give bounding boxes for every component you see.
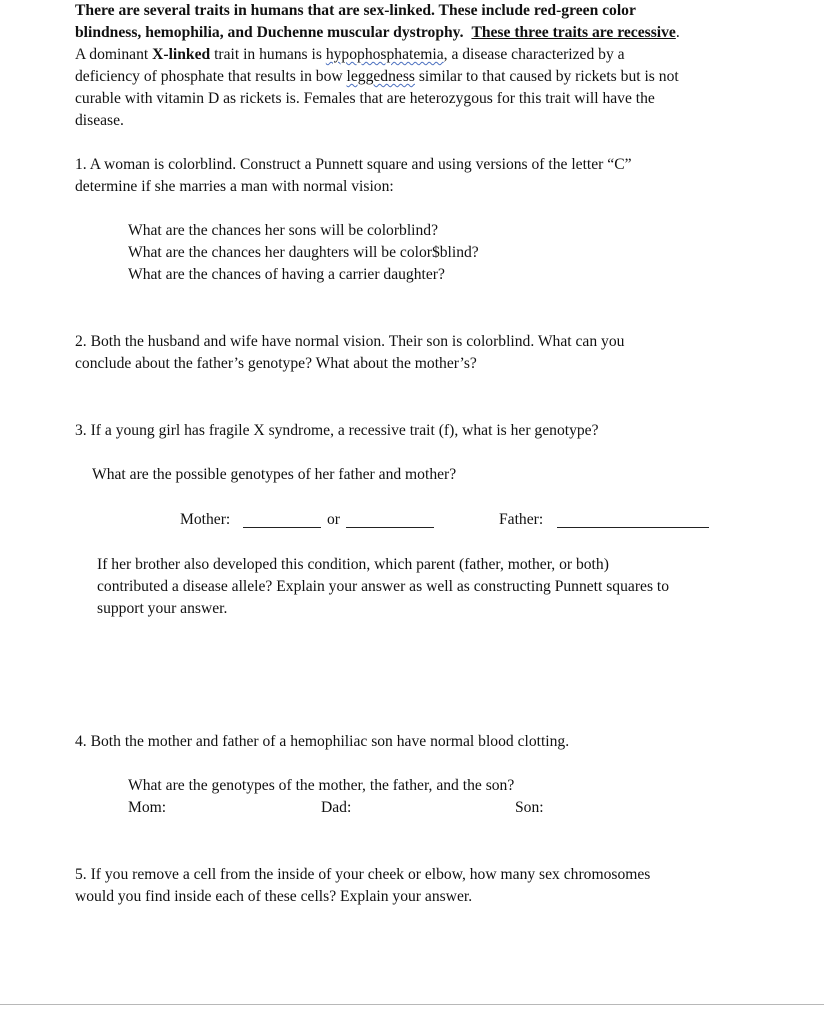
question-3-paragraph-line-1: If her brother also developed this condition, which parent (father, mother, or both) — [97, 556, 609, 573]
question-3-line-2: What are the possible genotypes of her father and mother? — [92, 466, 457, 483]
question-4-line-1: 4. Both the mother and father of a hemophiliac son have normal blood clotting. — [75, 733, 570, 750]
text-cursor-glyph: $ — [431, 244, 440, 261]
father-genotype-label: Father: — [499, 511, 544, 528]
intro-line-3-b: trait in humans is — [210, 46, 326, 63]
intro-line-3 — [75, 46, 625, 64]
question-1-sub-2 — [128, 244, 479, 262]
recessive-underlined-text: These three traits are recessive — [471, 24, 676, 41]
mother-genotype-label: Mother: — [180, 511, 231, 528]
question-1-sub-2-a: What are the chances her daughters will be color — [128, 244, 432, 261]
question-3-paragraph-line-3: support your answer. — [97, 600, 228, 617]
or-label: or — [327, 511, 340, 528]
question-5-line-1: 5. If you remove a cell from the inside of your cheek or elbow, how many sex chromosomes — [75, 866, 651, 883]
question-2-line-2: conclude about the father’s genotype? What about the mother’s? — [75, 355, 477, 372]
intro-line-2-end: . — [675, 24, 680, 41]
question-5-line-2: would you find inside each of these cells? Explain your answer. — [75, 888, 473, 905]
intro-line-2 — [75, 24, 680, 42]
mom-genotype-label: Mom: — [128, 799, 167, 816]
question-4-line-2: What are the genotypes of the mother, the father, and the son? — [128, 777, 515, 794]
mother-genotype-blank-1[interactable] — [243, 513, 321, 528]
intro-line-5: curable with vitamin D as rickets is. Females that are heterozygous for this trait will have the — [75, 90, 655, 107]
question-1-line-2: determine if she marries a man with normal vision: — [75, 178, 394, 195]
question-3-line-1: 3. If a young girl has fragile X syndrome, a recessive trait (f), what is her genotype? — [75, 422, 599, 439]
question-1-sub-3: What are the chances of having a carrier daughter? — [128, 266, 445, 283]
dad-genotype-label: Dad: — [321, 799, 352, 816]
question-1-line-1: 1. A woman is colorblind. Construct a Punnett square and using versions of the letter “C” — [75, 156, 632, 173]
intro-line-2-bold: blindness, hemophilia, and Duchenne muscular dystrophy. — [75, 24, 464, 41]
father-genotype-blank[interactable] — [557, 513, 709, 528]
intro-line-4 — [75, 68, 679, 86]
page-bottom-edge — [0, 1004, 824, 1005]
spellcheck-word-leggedness[interactable]: leggedness — [346, 68, 415, 85]
mother-genotype-blank-2[interactable] — [346, 513, 434, 528]
x-linked-bold-text: X-linked — [152, 46, 211, 63]
intro-line-1: There are several traits in humans that are sex-linked. These include red-green color — [75, 2, 636, 19]
question-1-sub-2-b: blind? — [439, 244, 479, 261]
intro-line-4-a: deficiency of phosphate that results in bow — [75, 68, 347, 85]
spellcheck-word-hypophosphatemia[interactable]: hypophosphatemia — [325, 46, 444, 63]
intro-line-3-a: A dominant — [75, 46, 153, 63]
intro-line-6: disease. — [75, 112, 124, 129]
intro-line-4-b: similar to that caused by rickets but is not — [414, 68, 679, 85]
intro-line-3-c: , a disease characterized by a — [443, 46, 625, 63]
question-1-sub-1: What are the chances her sons will be colorblind? — [128, 222, 439, 239]
question-2-line-1: 2. Both the husband and wife have normal vision. Their son is colorblind. What can you — [75, 333, 625, 350]
question-3-paragraph-line-2: contributed a disease allele? Explain your answer as well as constructing Punnett squares to — [97, 578, 670, 595]
son-genotype-label: Son: — [515, 799, 544, 816]
